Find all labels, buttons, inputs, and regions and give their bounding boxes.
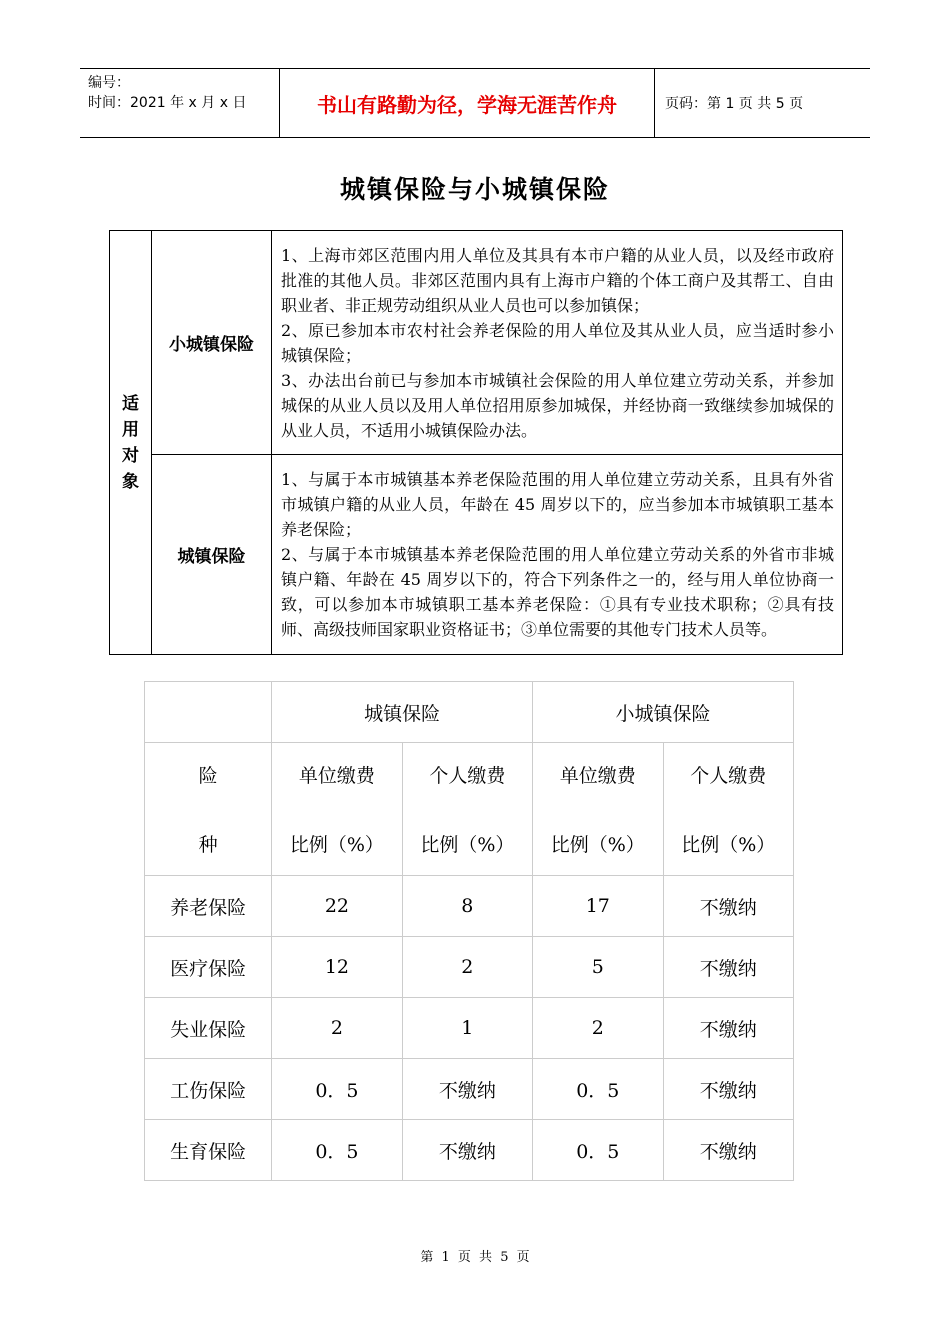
rates-corner-cell — [145, 682, 272, 743]
rate-cell: 2 — [402, 937, 532, 998]
insurance-name: 失业保险 — [145, 998, 272, 1059]
rates-sub-header-row — [145, 743, 794, 876]
scope-paragraph: 2、与属于本市城镇基本养老保险范围的用人单位建立劳动关系的外省市非城镇户籍、年龄在 45 周岁以下的，符合下列条件之一的，经与用人单位协商一致，可以参加本市城镇职工基本养老保险：①具有专业技术职称；②具有技师、高级技师国家职业资格证书；③单位需要的其他专门技术人员等。 — [281, 545, 834, 639]
sub-header-top: 个人缴费 — [690, 765, 767, 787]
scope-row — [110, 231, 843, 455]
page-title: 城镇保险与小城镇保险 — [339, 175, 610, 204]
doc-number: 编号： — [88, 75, 130, 91]
sub-header-cell — [402, 743, 532, 876]
rate-cell: 0．5 — [533, 1120, 663, 1181]
rate-cell: 不缴纳 — [402, 1120, 532, 1181]
rate-cell: 2 — [272, 998, 402, 1059]
rate-cell: 5 — [533, 937, 663, 998]
type-label-bottom: 种 — [198, 834, 218, 856]
sub-header-bottom: 比例（%） — [681, 834, 776, 856]
scope-row — [110, 455, 843, 655]
sub-header-cell — [272, 743, 402, 876]
rate-cell: 0．5 — [533, 1059, 663, 1120]
sub-header-cell — [533, 743, 663, 876]
rate-cell: 0．5 — [272, 1120, 402, 1181]
scope-paragraph: 1、与属于本市城镇基本养老保险范围的用人单位建立劳动关系，且具有外省市城镇户籍的从业人员，年龄在 45 周岁以下的，应当参加本市城镇职工基本养老保险； — [281, 470, 834, 539]
rate-cell: 22 — [272, 876, 402, 937]
scope-row-text — [272, 455, 843, 655]
scope-paragraph: 3、办法出台前已与参加本市城镇社会保险的用人单位建立劳动关系，并参加城保的从业人员以及用人单位招用原参加城保，并经协商一致继续参加城保的从业人员，不适用小城镇保险办法。 — [281, 370, 834, 440]
scope-row-text — [272, 231, 843, 455]
rate-cell: 2 — [533, 998, 663, 1059]
sub-header-top: 单位缴费 — [559, 765, 636, 787]
scope-vertical-header — [110, 231, 152, 655]
table-row — [145, 876, 794, 937]
scope-row-label: 小城镇保险 — [152, 231, 272, 455]
rate-cell: 不缴纳 — [663, 1059, 794, 1120]
rates-table — [144, 681, 794, 1181]
table-row — [145, 998, 794, 1059]
rates-group-header-row — [145, 682, 794, 743]
sub-header-bottom: 比例（%） — [420, 834, 515, 856]
sub-header-cell — [663, 743, 794, 876]
scope-paragraph: 2、原已参加本市农村社会养老保险的用人单位及其从业人员，应当适时参小城镇保险； — [281, 320, 834, 365]
sub-header-top: 个人缴费 — [429, 765, 506, 787]
doc-time: 时间：2021 年 x 月 x 日 — [88, 95, 247, 111]
insurance-name: 生育保险 — [145, 1120, 272, 1181]
rate-cell: 17 — [533, 876, 663, 937]
rate-cell: 不缴纳 — [663, 876, 794, 937]
insurance-type-header — [145, 743, 272, 876]
page-header — [80, 68, 870, 138]
rate-cell: 不缴纳 — [402, 1059, 532, 1120]
rate-cell: 12 — [272, 937, 402, 998]
scope-row-label: 城镇保险 — [152, 455, 272, 655]
vertical-char: 对 — [122, 445, 139, 466]
rate-cell: 不缴纳 — [663, 937, 794, 998]
sub-header-bottom: 比例（%） — [289, 834, 384, 856]
table-row — [145, 1120, 794, 1181]
rate-cell: 不缴纳 — [663, 998, 794, 1059]
sub-header-top: 单位缴费 — [298, 765, 375, 787]
vertical-char: 用 — [122, 419, 139, 440]
group-header-small-town: 小城镇保险 — [533, 682, 794, 743]
rate-cell: 1 — [402, 998, 532, 1059]
header-motto: 书山有路勤为径，学海无涯苦作舟 — [280, 69, 655, 137]
table-row — [145, 937, 794, 998]
rate-cell: 不缴纳 — [663, 1120, 794, 1181]
header-page-label: 页码：第 1 页 共 5 页 — [665, 96, 804, 112]
insurance-name: 养老保险 — [145, 876, 272, 937]
insurance-name: 工伤保险 — [145, 1059, 272, 1120]
vertical-char: 适 — [122, 393, 139, 414]
table-row — [145, 1059, 794, 1120]
insurance-name: 医疗保险 — [145, 937, 272, 998]
sub-header-bottom: 比例（%） — [550, 834, 645, 856]
scope-paragraph: 1、上海市郊区范围内用人单位及其具有本市户籍的从业人员，以及经市政府批准的其他人员。非郊区范围内具有上海市户籍的个体工商户及其帮工、自由职业者、非正规劳动组织从业人员也可以参加镇保； — [281, 245, 834, 315]
rate-cell: 8 — [402, 876, 532, 937]
vertical-char: 象 — [122, 471, 139, 492]
rate-cell: 0．5 — [272, 1059, 402, 1120]
header-meta — [80, 69, 280, 137]
type-label-top: 险 — [198, 765, 218, 787]
scope-table — [109, 230, 843, 655]
group-header-urban: 城镇保险 — [272, 682, 533, 743]
page-footer: 第 1 页 共 5 页 — [420, 1250, 530, 1265]
